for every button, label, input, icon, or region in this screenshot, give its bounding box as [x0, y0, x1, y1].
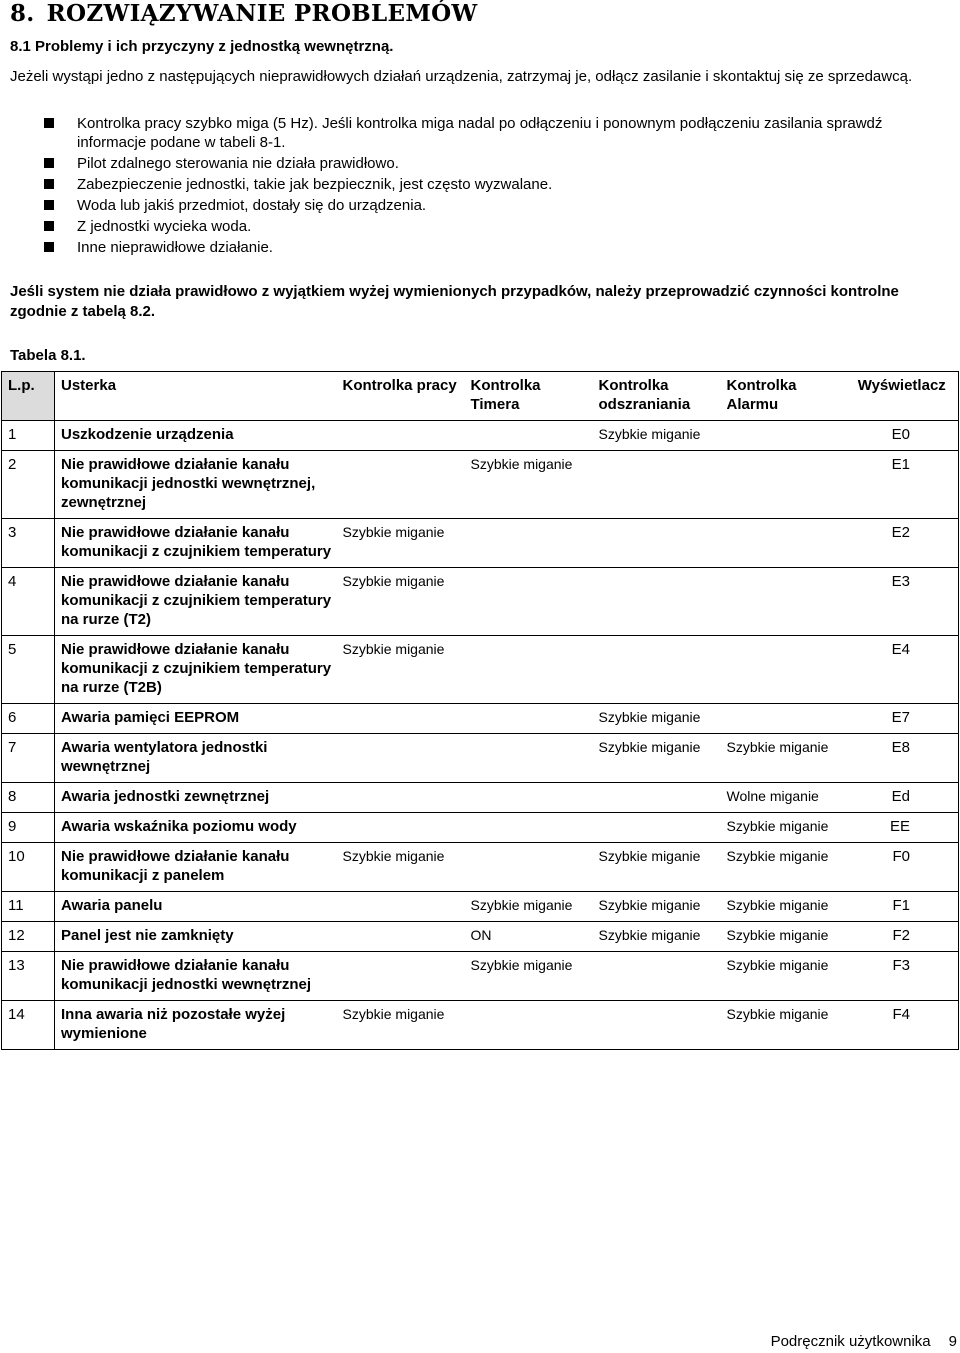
- display-code: F2: [842, 922, 959, 952]
- row-number: 5: [2, 636, 55, 704]
- timer-led-state: [465, 843, 593, 892]
- square-bullet-icon: [44, 158, 54, 168]
- timer-led-state: Szybkie miganie: [465, 451, 593, 519]
- note-paragraph: Jeśli system nie działa prawidłowo z wyjątkiem wyżej wymienionych przypadków, należy przeprowadzić czynności kontrolne zgodnie z tabelą 8.2.: [10, 283, 899, 320]
- operation-led-state: [337, 922, 465, 952]
- timer-led-state: [465, 813, 593, 843]
- alarm-led-state: Szybkie miganie: [721, 922, 842, 952]
- operation-led-state: Szybkie miganie: [337, 636, 465, 704]
- table-row: [2, 1001, 959, 1050]
- list-item-text: Pilot zdalnego sterowania nie działa prawidłowo.: [77, 155, 399, 172]
- defrost-led-state: Szybkie miganie: [593, 734, 721, 783]
- defrost-led-state: [593, 952, 721, 1001]
- fault-description: Nie prawidłowe działanie kanału komunikacji z czujnikiem temperatury: [55, 519, 337, 568]
- section-heading: [10, 0, 478, 27]
- alarm-led-state: [721, 568, 842, 636]
- operation-led-state: Szybkie miganie: [337, 568, 465, 636]
- table-row: [2, 813, 959, 843]
- table-row: [2, 421, 959, 451]
- alarm-led-state: Szybkie miganie: [721, 892, 842, 922]
- list-item-text: Kontrolka pracy szybko miga (5 Hz). Jeśli kontrolka miga nadal po odłączeniu i ponownym podłączeniu zasilania sprawdź informacje podane w tabeli 8-1.: [77, 115, 883, 151]
- fault-description: Nie prawidłowe działanie kanału komunikacji z czujnikiem temperatury na rurze (T2): [55, 568, 337, 636]
- alarm-led-state: Szybkie miganie: [721, 843, 842, 892]
- alarm-led-state: [721, 704, 842, 734]
- square-bullet-icon: [44, 221, 54, 231]
- display-code: F1: [842, 892, 959, 922]
- operation-led-state: [337, 421, 465, 451]
- timer-led-state: [465, 568, 593, 636]
- table-row: [2, 922, 959, 952]
- subsection-heading: 8.1 Problemy i ich przyczyny z jednostką wewnętrzną.: [10, 38, 394, 55]
- alarm-led-state: Szybkie miganie: [721, 952, 842, 1001]
- row-number: 1: [2, 421, 55, 451]
- list-item-text: Z jednostki wycieka woda.: [77, 218, 252, 235]
- table-body: [2, 421, 959, 1050]
- list-item-text: Woda lub jakiś przedmiot, dostały się do urządzenia.: [77, 197, 427, 214]
- table-row: [2, 568, 959, 636]
- table-row: [2, 843, 959, 892]
- operation-led-state: [337, 952, 465, 1001]
- timer-led-state: [465, 734, 593, 783]
- section-title: ROZWIĄZYWANIE PROBLEMÓW: [46, 0, 478, 27]
- timer-led-state: Szybkie miganie: [465, 952, 593, 1001]
- fault-description: Nie prawidłowe działanie kanału komunikacji jednostki wewnętrznej, zewnętrznej: [55, 451, 337, 519]
- header-defrost-led: Kontrolka odszraniania: [593, 372, 721, 421]
- timer-led-state: Szybkie miganie: [465, 892, 593, 922]
- list-item: [44, 154, 944, 173]
- defrost-led-state: Szybkie miganie: [593, 843, 721, 892]
- defrost-led-state: Szybkie miganie: [593, 922, 721, 952]
- table-row: [2, 952, 959, 1001]
- display-code: E8: [842, 734, 959, 783]
- table-row: [2, 734, 959, 783]
- table-row: [2, 704, 959, 734]
- operation-led-state: Szybkie miganie: [337, 519, 465, 568]
- timer-led-state: [465, 519, 593, 568]
- timer-led-state: [465, 421, 593, 451]
- square-bullet-icon: [44, 200, 54, 210]
- header-alarm-led: Kontrolka Alarmu: [721, 372, 842, 421]
- operation-led-state: Szybkie miganie: [337, 1001, 465, 1050]
- table-row: [2, 519, 959, 568]
- table-row: [2, 892, 959, 922]
- fault-description: Uszkodzenie urządzenia: [55, 421, 337, 451]
- row-number: 6: [2, 704, 55, 734]
- list-item: [44, 217, 944, 236]
- operation-led-state: [337, 783, 465, 813]
- operation-led-state: [337, 451, 465, 519]
- header-operation-led: Kontrolka pracy: [337, 372, 465, 421]
- row-number: 2: [2, 451, 55, 519]
- header-lp: L.p.: [2, 372, 55, 421]
- fault-description: Awaria wskaźnika poziomu wody: [55, 813, 337, 843]
- defrost-led-state: [593, 813, 721, 843]
- display-code: E7: [842, 704, 959, 734]
- timer-led-state: ON: [465, 922, 593, 952]
- header-timer-led: Kontrolka Timera: [465, 372, 593, 421]
- table-row: [2, 451, 959, 519]
- alarm-led-state: [721, 421, 842, 451]
- table-row: [2, 636, 959, 704]
- fault-description: Awaria jednostki zewnętrznej: [55, 783, 337, 813]
- list-item: [44, 196, 944, 215]
- display-code: F0: [842, 843, 959, 892]
- row-number: 12: [2, 922, 55, 952]
- defrost-led-state: [593, 451, 721, 519]
- fault-description: Awaria wentylatora jednostki wewnętrznej: [55, 734, 337, 783]
- square-bullet-icon: [44, 242, 54, 252]
- error-code-table: [1, 371, 959, 1050]
- square-bullet-icon: [44, 179, 54, 189]
- list-item: [44, 238, 944, 257]
- display-code: E4: [842, 636, 959, 704]
- alarm-led-state: Szybkie miganie: [721, 734, 842, 783]
- timer-led-state: [465, 1001, 593, 1050]
- page-number: 9: [948, 1333, 957, 1350]
- fault-description: Nie prawidłowe działanie kanału komunikacji z czujnikiem temperatury na rurze (T2B): [55, 636, 337, 704]
- display-code: EE: [842, 813, 959, 843]
- row-number: 10: [2, 843, 55, 892]
- display-code: E3: [842, 568, 959, 636]
- symptom-list: [44, 114, 944, 259]
- display-code: Ed: [842, 783, 959, 813]
- alarm-led-state: [721, 519, 842, 568]
- defrost-led-state: Szybkie miganie: [593, 892, 721, 922]
- operation-led-state: [337, 704, 465, 734]
- footer-label: Podręcznik użytkownika: [770, 1333, 931, 1350]
- page-footer: [771, 1333, 957, 1350]
- table-row: [2, 783, 959, 813]
- row-number: 7: [2, 734, 55, 783]
- fault-description: Nie prawidłowe działanie kanału komunikacji z panelem: [55, 843, 337, 892]
- display-code: F4: [842, 1001, 959, 1050]
- header-display: Wyświetlacz: [842, 372, 959, 421]
- operation-led-state: Szybkie miganie: [337, 843, 465, 892]
- defrost-led-state: [593, 568, 721, 636]
- list-item: [44, 114, 944, 152]
- defrost-led-state: Szybkie miganie: [593, 421, 721, 451]
- list-item-text: Inne nieprawidłowe działanie.: [77, 239, 273, 256]
- timer-led-state: [465, 704, 593, 734]
- row-number: 3: [2, 519, 55, 568]
- display-code: F3: [842, 952, 959, 1001]
- row-number: 8: [2, 783, 55, 813]
- header-fault: Usterka: [55, 372, 337, 421]
- alarm-led-state: Szybkie miganie: [721, 1001, 842, 1050]
- timer-led-state: [465, 636, 593, 704]
- alarm-led-state: Wolne miganie: [721, 783, 842, 813]
- operation-led-state: [337, 734, 465, 783]
- row-number: 14: [2, 1001, 55, 1050]
- list-item: [44, 175, 944, 194]
- fault-description: Inna awaria niż pozostałe wyżej wymienione: [55, 1001, 337, 1050]
- section-number: 8.: [10, 0, 35, 27]
- row-number: 13: [2, 952, 55, 1001]
- defrost-led-state: [593, 1001, 721, 1050]
- alarm-led-state: Szybkie miganie: [721, 813, 842, 843]
- table-header-row: [2, 372, 959, 421]
- fault-description: Nie prawidłowe działanie kanału komunikacji jednostki wewnętrznej: [55, 952, 337, 1001]
- list-item-text: Zabezpieczenie jednostki, takie jak bezpiecznik, jest często wyzwalane.: [77, 176, 553, 193]
- timer-led-state: [465, 783, 593, 813]
- table-caption: Tabela 8.1.: [10, 347, 86, 364]
- fault-description: Panel jest nie zamknięty: [55, 922, 337, 952]
- display-code: E2: [842, 519, 959, 568]
- display-code: E0: [842, 421, 959, 451]
- intro-paragraph: Jeżeli wystąpi jedno z następujących nieprawidłowych działań urządzenia, zatrzymaj je, odłącz zasilanie i skontaktuj się ze sprzedawcą.: [10, 68, 913, 85]
- defrost-led-state: [593, 636, 721, 704]
- defrost-led-state: Szybkie miganie: [593, 704, 721, 734]
- defrost-led-state: [593, 783, 721, 813]
- alarm-led-state: [721, 636, 842, 704]
- fault-description: Awaria pamięci EEPROM: [55, 704, 337, 734]
- square-bullet-icon: [44, 118, 54, 128]
- operation-led-state: [337, 813, 465, 843]
- fault-description: Awaria panelu: [55, 892, 337, 922]
- row-number: 11: [2, 892, 55, 922]
- display-code: E1: [842, 451, 959, 519]
- row-number: 4: [2, 568, 55, 636]
- defrost-led-state: [593, 519, 721, 568]
- row-number: 9: [2, 813, 55, 843]
- operation-led-state: [337, 892, 465, 922]
- alarm-led-state: [721, 451, 842, 519]
